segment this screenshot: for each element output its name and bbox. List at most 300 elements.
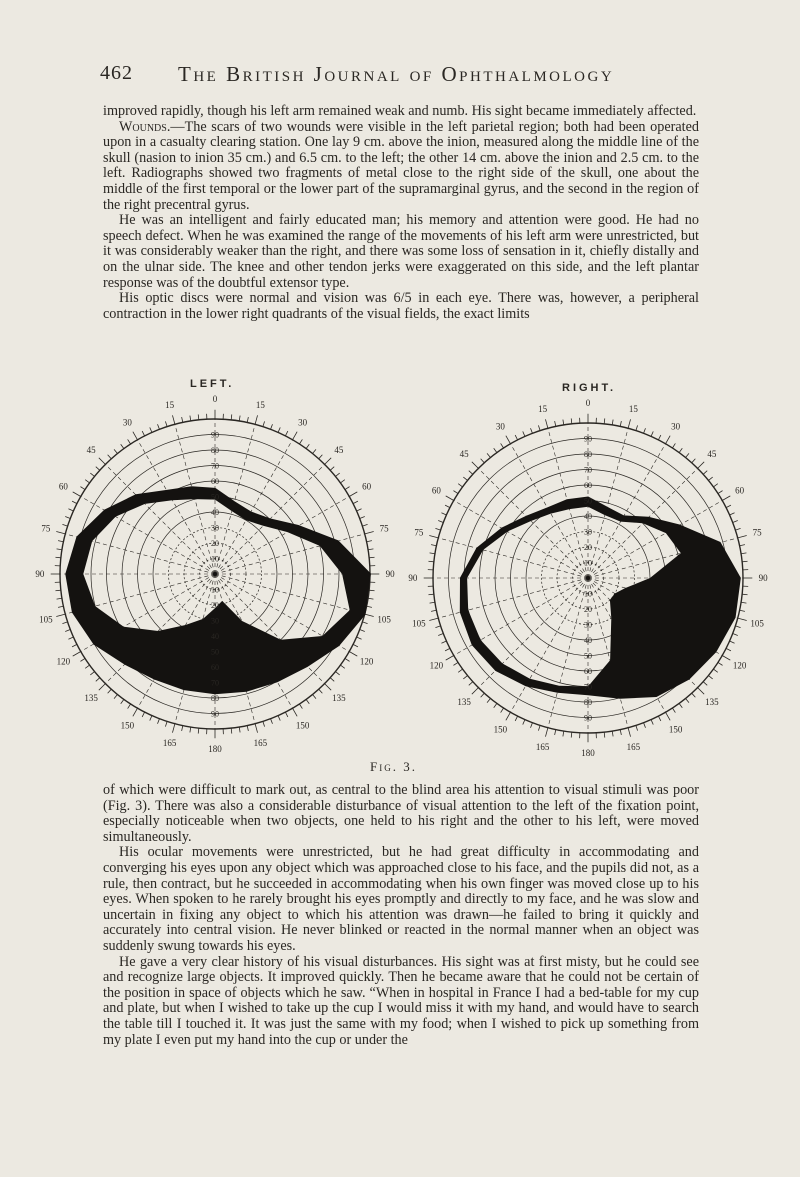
radial-tick-label: 10: [211, 554, 219, 564]
meridian-label: 15: [255, 399, 265, 410]
rim-tick: [271, 719, 273, 724]
rim-tick: [441, 641, 446, 643]
meridian-label: 0: [212, 393, 218, 404]
rim-tick: [738, 535, 747, 537]
radial-tick-label: 90: [211, 709, 219, 719]
rim-tick: [708, 676, 712, 679]
rim-tick: [735, 528, 740, 530]
rim-tick: [285, 431, 287, 436]
rim-tick: [636, 425, 638, 430]
rim-tick: [658, 716, 660, 721]
rim-tick: [271, 424, 273, 429]
rim-tick: [679, 703, 682, 707]
rim-tick: [472, 688, 479, 695]
rim-tick: [73, 652, 81, 657]
meridian-label: 165: [535, 742, 550, 753]
rim-tick: [506, 436, 511, 444]
rim-tick: [501, 443, 504, 448]
rim-tick: [263, 421, 265, 426]
rim-tick: [255, 415, 257, 424]
radial-tick-label: 50: [211, 647, 219, 657]
rim-tick: [65, 630, 70, 632]
rim-tick: [360, 630, 365, 632]
meridian-label: 60: [735, 485, 745, 496]
rim-tick: [313, 449, 316, 453]
rim-tick: [506, 712, 511, 720]
rim-tick: [658, 435, 660, 440]
rim-tick: [231, 728, 232, 733]
meridian-label: 15: [165, 399, 175, 410]
radial-tick-label: 10: [211, 585, 219, 595]
meridian-label: 165: [253, 738, 268, 749]
rim-tick: [531, 428, 533, 433]
rim-tick: [730, 513, 735, 515]
rim-tick: [741, 553, 746, 554]
meridian-label: 15: [628, 403, 638, 414]
rim-tick: [571, 732, 572, 737]
rim-tick: [367, 606, 372, 607]
meridian-label: 30: [122, 417, 132, 428]
radial-tick-label: 40: [211, 632, 219, 641]
rim-tick: [612, 731, 613, 736]
rim-tick: [733, 521, 738, 523]
rim-tick: [742, 561, 747, 562]
rim-tick: [345, 487, 350, 490]
radial-tick-label: 60: [584, 667, 592, 676]
paragraph-text: —The scars of two wounds were visible in the left parietal region; both had been operated upon in a casualty clearing station. One lay 9 cm. above the inion, measured along the middle line of the skull (nasion to inion 35 cm.) and 6.5 cm. to the left; the other 14 cm. above the inion and 2.5 cm. to the left. Radiographs showed two fragments of metal close to the right side of the skull, one about the middle of the first temporal or the lower part of the supramarginal gyrus, and the second in the region of the right precentral gyrus.: [103, 118, 699, 213]
rim-tick: [469, 471, 473, 475]
rim-tick: [501, 708, 504, 713]
rim-tick: [80, 487, 85, 490]
rim-tick: [285, 712, 287, 717]
rim-tick: [446, 496, 454, 501]
rim-tick: [469, 682, 473, 686]
meridian-label: 60: [58, 481, 68, 492]
radial-tick-label: 60: [211, 477, 219, 486]
radial-tick-label: 60: [211, 663, 219, 672]
rim-tick: [636, 725, 638, 730]
rim-tick: [604, 732, 605, 737]
meridian-label: 75: [752, 527, 762, 538]
radial-tick-label: 20: [584, 543, 592, 552]
rim-tick: [142, 431, 144, 436]
radial-tick-label: 70: [584, 682, 592, 692]
rim-tick: [349, 652, 357, 657]
rim-tick: [487, 698, 490, 702]
rim-tick: [369, 557, 374, 558]
rim-tick: [335, 473, 339, 476]
radial-tick-label: 50: [584, 651, 592, 661]
rim-tick: [353, 501, 358, 503]
rim-tick: [128, 704, 131, 709]
rim-tick: [651, 431, 653, 436]
rim-tick: [158, 719, 160, 724]
rim-tick: [555, 421, 556, 426]
paragraph: [103, 104, 699, 120]
rim-tick: [538, 425, 540, 430]
rim-tick: [57, 549, 62, 550]
radial-tick-label: 30: [584, 527, 592, 537]
figure-caption: Fig. 3.: [370, 759, 417, 774]
rim-tick: [325, 458, 332, 465]
rim-tick: [58, 606, 63, 607]
rim-tick: [481, 693, 485, 697]
rim-tick: [494, 703, 497, 707]
rim-tick: [453, 662, 458, 665]
rim-tick: [319, 455, 323, 459]
meridian-label: 0: [585, 397, 591, 408]
radial-tick-label: 90: [584, 434, 592, 444]
rim-tick: [733, 634, 738, 636]
rim-tick: [365, 531, 374, 533]
rim-tick: [85, 480, 89, 483]
rim-tick: [703, 471, 707, 475]
meridian-label: 105: [750, 618, 764, 629]
rim-tick: [523, 720, 525, 725]
rim-tick: [722, 656, 730, 661]
rim-tick: [458, 484, 462, 487]
radial-tick-label: 10: [584, 558, 592, 568]
meridian-label: 165: [162, 738, 177, 749]
rim-tick: [365, 614, 374, 616]
rim-tick: [128, 439, 131, 444]
rim-tick: [263, 721, 265, 726]
rim-tick: [515, 435, 517, 440]
meridian-label: 165: [626, 742, 641, 753]
left-visual-field-chart: [35, 393, 395, 755]
rim-tick: [666, 436, 671, 444]
rim-tick: [231, 414, 232, 419]
rim-tick: [108, 689, 112, 693]
rim-tick: [62, 524, 67, 526]
rim-tick: [453, 491, 458, 494]
rim-tick: [692, 459, 696, 463]
rim-tick: [435, 528, 440, 530]
radial-tick-label: 80: [211, 446, 219, 455]
rim-tick: [340, 665, 344, 668]
rim-tick: [722, 496, 730, 501]
radial-tick-label: 30: [584, 620, 592, 630]
rim-tick: [108, 455, 112, 459]
radial-tick-label: 10: [584, 589, 592, 599]
meridian-label: 90: [758, 573, 768, 583]
rim-tick: [445, 505, 450, 507]
rim-tick: [335, 672, 339, 675]
rim-tick: [68, 509, 73, 511]
rim-tick: [446, 656, 454, 661]
rim-tick: [239, 416, 240, 421]
rim-tick: [247, 417, 248, 422]
radial-tick-label: 70: [211, 678, 219, 688]
rim-tick: [651, 720, 653, 725]
rim-tick: [726, 648, 731, 650]
rim-tick: [369, 590, 374, 591]
meridian-label: 45: [459, 449, 469, 460]
meridian-label: 45: [334, 445, 344, 456]
rim-tick: [72, 501, 77, 503]
rim-tick: [679, 448, 682, 452]
meridian-label: 15: [538, 403, 548, 414]
rim-tick: [445, 648, 450, 650]
rim-tick: [190, 416, 191, 421]
rim-tick: [90, 473, 94, 476]
grid-meridian: [81, 497, 215, 575]
fixation-point: [213, 572, 217, 576]
rim-tick: [686, 453, 689, 457]
rim-tick: [198, 414, 199, 419]
right-visual-field-chart: [408, 397, 768, 759]
rim-tick: [735, 626, 740, 628]
rim-tick: [545, 419, 547, 428]
rim-tick: [741, 602, 746, 603]
rim-tick: [604, 418, 605, 423]
meridian-label: 30: [298, 417, 308, 428]
rim-tick: [472, 462, 479, 469]
rim-tick: [481, 459, 485, 463]
paragraph-text: improved rapidly, though his left arm remained weak and numb. His sight became immediately affected.: [103, 103, 697, 119]
radial-tick-label: 60: [584, 481, 592, 490]
rim-tick: [293, 432, 298, 440]
rim-tick: [121, 444, 124, 448]
meridian-label: 135: [332, 692, 346, 703]
rim-tick: [563, 731, 564, 736]
rim-tick: [620, 730, 621, 735]
rim-tick: [85, 665, 89, 668]
rim-tick: [99, 684, 106, 691]
rim-tick: [190, 727, 191, 732]
rim-tick: [738, 618, 747, 620]
rim-tick: [96, 678, 100, 682]
radial-tick-label: 80: [584, 450, 592, 459]
rim-tick: [172, 415, 174, 424]
rim-tick: [90, 672, 94, 675]
rim-tick: [458, 669, 462, 672]
rim-tick: [55, 557, 60, 558]
meridian-label: 90: [408, 573, 418, 583]
rim-tick: [726, 505, 731, 507]
radial-tick-label: 20: [211, 601, 219, 610]
fixation-point: [586, 576, 590, 580]
rim-tick: [740, 545, 745, 546]
rim-tick: [431, 545, 436, 546]
rim-tick: [182, 726, 183, 731]
rim-tick: [571, 418, 572, 423]
rim-tick: [545, 728, 547, 737]
paragraph: [103, 120, 699, 214]
rim-tick: [703, 682, 707, 686]
rim-tick: [293, 708, 298, 716]
meridian-label: 180: [208, 744, 222, 755]
rim-tick: [362, 524, 367, 526]
rim-tick: [349, 492, 357, 497]
rim-tick: [357, 637, 362, 639]
rim-tick: [644, 428, 646, 433]
radial-tick-label: 80: [584, 698, 592, 707]
rim-tick: [114, 449, 117, 453]
grid-meridian: [138, 440, 216, 574]
journal-title: The British Journal of Ophthalmology: [178, 62, 615, 86]
rim-tick: [612, 420, 613, 425]
rim-tick: [299, 704, 302, 709]
grid-meridian: [454, 501, 588, 579]
grid-meridian: [215, 574, 365, 614]
rim-tick: [672, 708, 675, 713]
rim-tick: [523, 431, 525, 436]
radial-tick-label: 40: [211, 508, 219, 517]
rim-tick: [278, 716, 280, 721]
rim-tick: [299, 439, 302, 444]
rim-tick: [428, 594, 433, 595]
radial-tick-label: 20: [584, 605, 592, 614]
rim-tick: [306, 444, 309, 448]
rim-tick: [429, 618, 438, 620]
body-text-bottom: [103, 783, 699, 1048]
meridian-label: 150: [493, 724, 508, 735]
rim-tick: [133, 708, 138, 716]
rim-tick: [463, 676, 467, 679]
meridian-label: 135: [705, 696, 719, 707]
meridian-label: 90: [35, 569, 45, 579]
meridian-label: 75: [379, 523, 389, 534]
rim-tick: [65, 517, 70, 519]
run-in-heading: Wounds.: [119, 118, 171, 135]
rim-tick: [708, 477, 712, 480]
meridian-label: 120: [732, 660, 747, 671]
rim-tick: [306, 699, 309, 703]
rim-tick: [713, 669, 717, 672]
rim-tick: [165, 421, 167, 426]
rim-tick: [368, 549, 373, 550]
meridian-label: 45: [707, 449, 717, 460]
rim-tick: [429, 535, 438, 537]
left-eye-label: LEFT.: [190, 378, 235, 390]
rim-tick: [325, 684, 332, 691]
rim-tick: [114, 694, 117, 698]
rim-tick: [441, 513, 446, 515]
paragraph-text: His optic discs were normal and vision was 6/5 in each eye. There was, however, a peripheral contraction in the lower right quadrants of the visual fields, the exact limits: [103, 290, 699, 322]
rim-tick: [357, 509, 362, 511]
rim-tick: [628, 419, 630, 428]
rim-tick: [531, 723, 533, 728]
grid-meridian: [438, 538, 588, 578]
paragraph: [103, 291, 699, 322]
radial-tick-label: 70: [211, 461, 219, 471]
meridian-label: 60: [362, 481, 372, 492]
radial-tick-label: 70: [584, 465, 592, 475]
rim-tick: [430, 553, 435, 554]
rim-tick: [644, 723, 646, 728]
paragraph-text: He gave a very clear history of his visual disturbances. His sight was at first misty, but he could see and recognize large objects. It improved quickly. Then he became aware that he could not be certain of the position in space of objects which he saw. “When in hospital in France I had a bed-table for my cup and plate, but when I wished to take up the cup I would miss it with my hand, and would have to search the table till I touched it. It was just the same with my food; when I wished to pick up something from my plate I even put my hand into the cup or under the: [103, 953, 699, 1048]
rim-tick: [150, 716, 152, 721]
meridian-label: 30: [495, 421, 505, 432]
radial-tick-label: 40: [584, 512, 592, 521]
meridian-label: 90: [385, 569, 395, 579]
body-text-top: [103, 104, 699, 322]
rim-tick: [487, 453, 490, 457]
rim-tick: [698, 688, 705, 695]
rim-tick: [55, 590, 60, 591]
rim-tick: [72, 644, 77, 646]
radial-tick-label: 30: [211, 616, 219, 626]
paragraph-text: He was an intelligent and fairly educated man; his memory and attention were good. He had no speech defect. When he was examined the range of the movements of his left arm were unrestricted, but it was considerably weaker than the right, and there was some loss of sensation in it, chiefly distally and on the ulnar side. The knee and other tendon jerks were exaggerated on this side, and the left plantar response was of the doubtful extensor type.: [103, 212, 699, 291]
paragraph: [103, 955, 699, 1049]
rim-tick: [428, 561, 433, 562]
paragraph: [103, 845, 699, 954]
rim-tick: [438, 634, 443, 636]
meridian-label: 105: [39, 614, 53, 625]
rim-tick: [165, 721, 167, 726]
rim-tick: [666, 712, 671, 720]
page-number: 462: [100, 62, 133, 84]
paragraph: [103, 213, 699, 291]
radial-tick-label: 50: [584, 496, 592, 506]
rim-tick: [58, 541, 63, 542]
paragraph-text: His ocular movements were unrestricted, but he had great difficulty in accommodating and converging his eyes upon any object which was approached close to his face, and the pupils did not, as a rule, then contract, but he succeeded in accommodating when his own finger was moved close up to his eyes. When spoken to he rarely brought his eyes promptly and directly to my face, and he was slow and uncertain in fixing any object to which his attention was drawn—he failed to bring it quickly and accurately into central vision. He never blinked or reacted in the normal manner when an object was suddenly swung towards his eyes.: [103, 844, 699, 954]
rim-tick: [353, 644, 358, 646]
radial-tick-label: 80: [211, 694, 219, 703]
radial-tick-label: 20: [211, 539, 219, 548]
rim-tick: [62, 622, 67, 624]
rim-tick: [198, 728, 199, 733]
rim-tick: [713, 484, 717, 487]
meridian-label: 60: [431, 485, 441, 496]
meridian-label: 120: [56, 656, 71, 667]
rim-tick: [563, 420, 564, 425]
meridian-label: 45: [86, 445, 96, 456]
radial-tick-label: 50: [211, 492, 219, 502]
rim-tick: [150, 427, 152, 432]
meridian-label: 75: [41, 523, 51, 534]
rim-tick: [368, 598, 373, 599]
rim-tick: [435, 626, 440, 628]
meridian-label: 150: [295, 720, 310, 731]
rim-tick: [438, 521, 443, 523]
rim-tick: [672, 443, 675, 448]
rim-tick: [255, 724, 257, 733]
rim-tick: [431, 610, 436, 611]
rim-tick: [367, 541, 372, 542]
rim-tick: [628, 728, 630, 737]
rim-tick: [68, 637, 73, 639]
rim-tick: [494, 448, 497, 452]
meridian-label: 150: [120, 720, 135, 731]
rim-tick: [313, 694, 316, 698]
rim-tick: [121, 699, 124, 703]
rim-tick: [718, 491, 723, 494]
meridian-label: 105: [377, 614, 391, 625]
rim-tick: [73, 492, 81, 497]
radial-tick-label: 30: [211, 523, 219, 533]
meridian-label: 120: [429, 660, 444, 671]
meridian-label: 120: [359, 656, 374, 667]
rim-tick: [730, 641, 735, 643]
radial-tick-label: 40: [584, 636, 592, 645]
rim-tick: [718, 662, 723, 665]
rim-tick: [239, 727, 240, 732]
paragraph-text: of which were difficult to mark out, as central to the blind area his attention to visual stimuli was poor (Fig. 3). There was also a considerable disturbance of visual attention to the left of the fixation point, especially noticeable when two objects, one held to his right and the other to his left, were moved simultaneously.: [103, 782, 699, 845]
rim-tick: [430, 602, 435, 603]
paragraph: [103, 783, 699, 845]
meridian-label: 135: [84, 692, 98, 703]
rim-tick: [620, 421, 621, 426]
radial-tick-label: 90: [584, 713, 592, 723]
rim-tick: [692, 693, 696, 697]
rim-tick: [360, 517, 365, 519]
rim-tick: [555, 730, 556, 735]
rim-tick: [247, 726, 248, 731]
rim-tick: [340, 480, 344, 483]
rim-tick: [133, 432, 138, 440]
